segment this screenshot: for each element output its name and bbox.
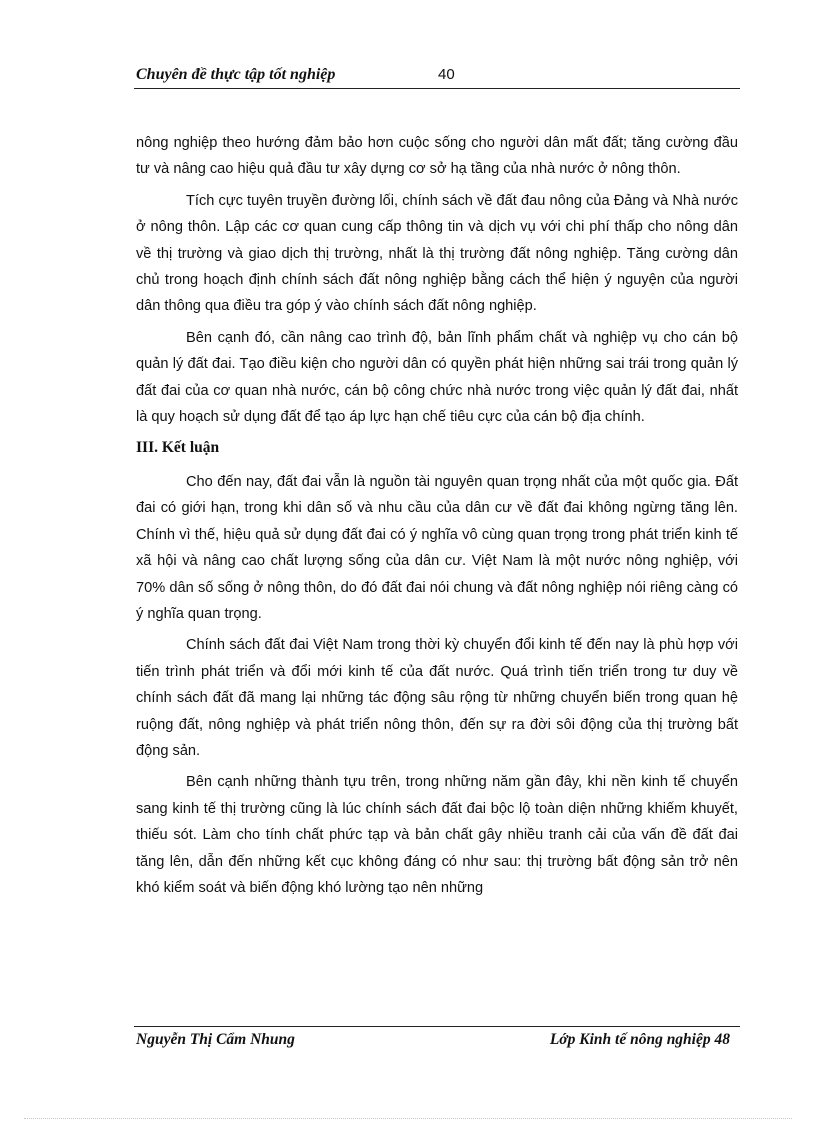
paragraph: Tích cực tuyên truyền đường lối, chính sách về đất đau nông của Đảng và Nhà nước ở nông thôn. Lập các cơ quan cung cấp thông tin và dịch vụ với chi phí thấp cho nông dân về thị trường và giao dịch thị trường, nhất là thị trường đất nông nghiệp. Tăng cường dân chủ trong hoạch định chính sách đất nông nghiệp bằng cách thể hiện ý nguyện của người dân thông qua điều tra góp ý vào chính sách đất nông nghiệp. [136,192,738,315]
paragraph: Bên cạnh những thành tựu trên, trong những năm gần đây, khi nền kinh tế chuyển sang kinh tế thị trường cũng là lúc chính sách đất đai bộc lộ toàn diện những khiếm khuyết, thiếu sót. Làm cho tính chất phức tạp và bản chất gây nhiều tranh cải của vấn đề đất đai tăng lên, dẫn đến những kết cục không đáng có như sau: thị trường bất động sản trở nên khó kiểm soát và biến động khó lường tạo nên những [136,774,738,896]
page-edge-divider [24,1118,792,1119]
section-heading: III. Kết luận [136,439,220,457]
document-title: Chuyên đề thực tập tốt nghiệp [136,66,336,83]
paragraph: nông nghiệp theo hướng đảm bảo hơn cuộc sống cho người dân mất đất; tăng cường đầu tư và nâng cao hiệu quả đầu tư xây dựng cơ sở hạ tầng của nhà nước ở nông thôn. [136,135,738,178]
paragraph: Chính sách đất đai Việt Nam trong thời kỳ chuyển đổi kinh tế đến nay là phù hợp với tiến trình phát triển và đổi mới kinh tế của đất nước. Quá trình tiến triển trong tư duy về chính sách đất đã mang lại những tác động sâu rộng từ những chuyển biến trong quan hệ ruộng đất, nông nghiệp và phát triển nông thôn, đến sự ra đời sôi động của thị trường bất động sản. [136,637,738,759]
page-header [134,62,740,89]
paragraph: Bên cạnh đó, cần nâng cao trình độ, bản lĩnh phẩm chất và nghiệp vụ cho cán bộ quản lý đất đai. Tạo điều kiện cho người dân có quyền phát hiện những sai trái trong quản lý đất đai của cơ quan nhà nước, cán bộ công chức nhà nước trong việc quản lý đất đai, nhất là quy hoạch sử dụng đất để tạo áp lực hạn chế tiêu cực của cán bộ địa chính. [136,329,738,426]
page-number: 40 [438,66,455,83]
paragraph: Cho đến nay, đất đai vẫn là nguồn tài nguyên quan trọng nhất của một quốc gia. Đất đai có giới hạn, trong khi dân số và nhu cầu của dân cư về đất đai không ngừng tăng lên. Chính vì thế, hiệu quả sử dụng đất đai có ý nghĩa vô cùng quan trọng trong phát triển kinh tế xã hội và nâng cao chất lượng sống của dân cư. Việt Nam là một nước nông nghiệp, với 70% dân số sống ở nông thôn, do đó đất đai nói chung và đất nông nghiệp nói riêng càng có ý nghĩa quan trọng. [136,473,738,622]
page-footer [134,1026,740,1057]
document-body [136,130,738,906]
author-name: Nguyễn Thị Cẩm Nhung [136,1031,295,1048]
class-name: Lớp Kinh tế nông nghiệp 48 [549,1031,730,1048]
